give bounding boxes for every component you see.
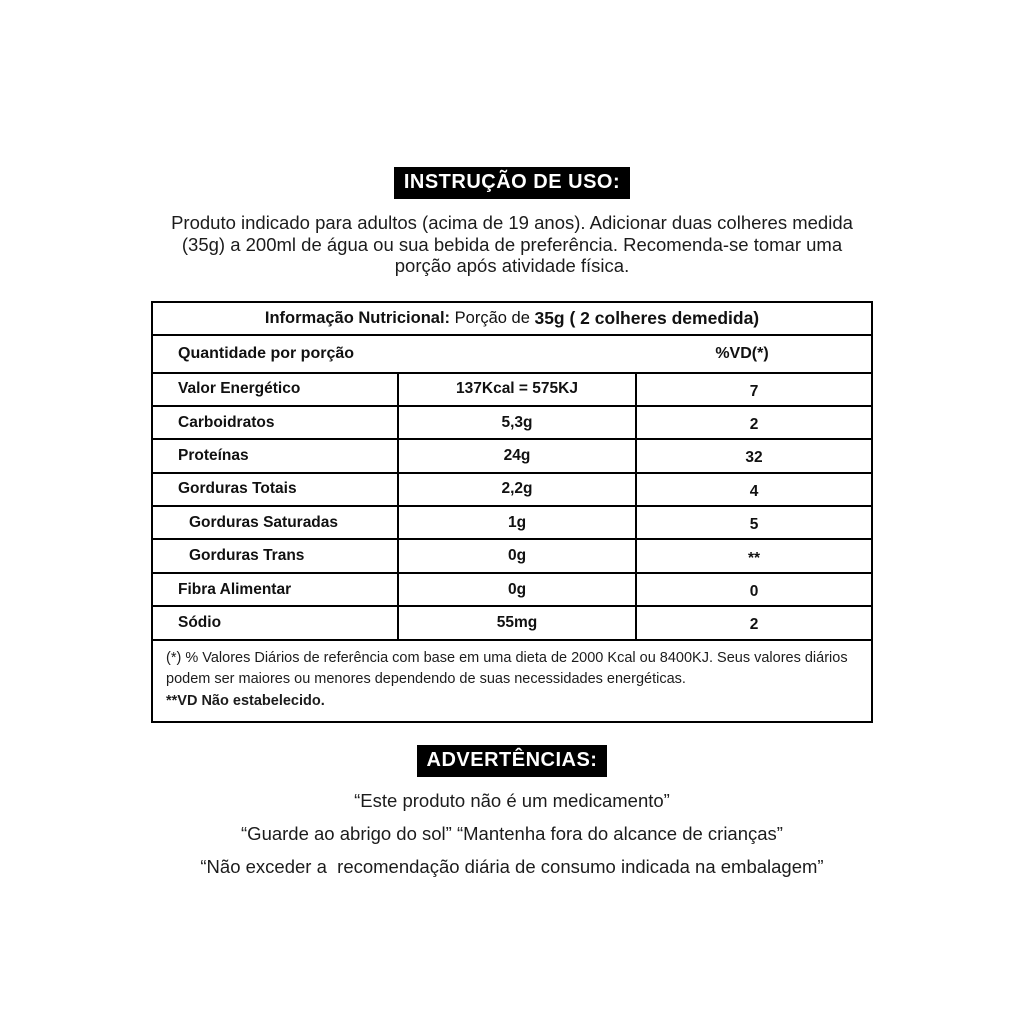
nutrient-label: Gorduras Trans bbox=[153, 538, 397, 571]
subheader-dv-label: %VD(*) bbox=[715, 344, 769, 362]
nutrient-daily-value: 4 bbox=[637, 472, 871, 505]
warning-line: “Não exceder a recomendação diária de consumo indicada na embalagem” bbox=[200, 856, 824, 878]
nutrient-label: Proteínas bbox=[153, 438, 397, 471]
table-body bbox=[153, 372, 871, 639]
table-subheader-row bbox=[153, 336, 871, 372]
nutrient-amount: 0g bbox=[397, 572, 637, 605]
nutrient-daily-value: 2 bbox=[637, 405, 871, 438]
nutrient-label: Gorduras Saturadas bbox=[153, 505, 397, 538]
nutrient-label: Gorduras Totais bbox=[153, 472, 397, 505]
table-row bbox=[153, 605, 871, 638]
nutrient-label: Carboidratos bbox=[153, 405, 397, 438]
table-title-row bbox=[153, 303, 871, 336]
nutrient-daily-value: 2 bbox=[637, 605, 871, 638]
table-title-serving-size: 35g ( 2 colheres demedida) bbox=[534, 307, 760, 328]
table-row bbox=[153, 572, 871, 605]
warnings-title-banner: ADVERTÊNCIAS: bbox=[417, 745, 608, 777]
table-footnote bbox=[153, 639, 871, 722]
warnings-list bbox=[0, 790, 1024, 878]
table-row bbox=[153, 438, 871, 471]
table-title-label: Informação Nutricional: bbox=[264, 308, 451, 327]
instructions-body-text: Produto indicado para adultos (acima de 19 anos). Adicionar duas colheres medida (35g) a 200ml de água ou sua bebida de preferência. Recomenda-se tomar uma porção após atividade física. bbox=[171, 212, 853, 276]
warning-line: “Este produto não é um medicamento” bbox=[354, 790, 670, 812]
nutrient-label: Valor Energético bbox=[153, 372, 397, 405]
table-row bbox=[153, 472, 871, 505]
nutrient-daily-value: 7 bbox=[637, 372, 871, 405]
table-row bbox=[153, 405, 871, 438]
instructions-section-header bbox=[0, 167, 1024, 199]
nutrient-amount: 1g bbox=[397, 505, 637, 538]
nutrition-facts-table bbox=[151, 301, 873, 724]
footnote-not-established-text: **VD Não estabelecido. bbox=[166, 692, 325, 709]
nutrient-amount: 55mg bbox=[397, 605, 637, 638]
nutrient-daily-value: 5 bbox=[637, 505, 871, 538]
nutrient-label: Fibra Alimentar bbox=[153, 572, 397, 605]
nutrient-daily-value: 0 bbox=[637, 572, 871, 605]
nutrient-daily-value: ** bbox=[637, 538, 871, 571]
nutrient-amount: 0g bbox=[397, 538, 637, 571]
table-title-serving-text: Porção de bbox=[450, 308, 535, 327]
nutrient-amount: 24g bbox=[397, 438, 637, 471]
nutrient-daily-value: 32 bbox=[637, 438, 871, 471]
table-row bbox=[153, 505, 871, 538]
table-row bbox=[153, 538, 871, 571]
nutrient-amount: 2,2g bbox=[397, 472, 637, 505]
nutrient-amount: 137Kcal = 575KJ bbox=[397, 372, 637, 405]
warning-line: “Guarde ao abrigo do sol” “Mantenha fora do alcance de crianças” bbox=[241, 823, 783, 845]
warnings-section-header bbox=[0, 745, 1024, 777]
nutrient-label: Sódio bbox=[153, 605, 397, 638]
nutrient-amount: 5,3g bbox=[397, 405, 637, 438]
table-row bbox=[153, 372, 871, 405]
footnote-reference-text: (*) % Valores Diários de referência com base em uma dieta de 2000 Kcal ou 8400KJ. Seus valores diários podem ser maiores ou menores dependendo de suas necessidades energéticas. bbox=[166, 649, 848, 688]
subheader-quantity-label: Quantidade por porção bbox=[178, 344, 355, 362]
instructions-title-banner: INSTRUÇÃO DE USO: bbox=[394, 167, 630, 199]
